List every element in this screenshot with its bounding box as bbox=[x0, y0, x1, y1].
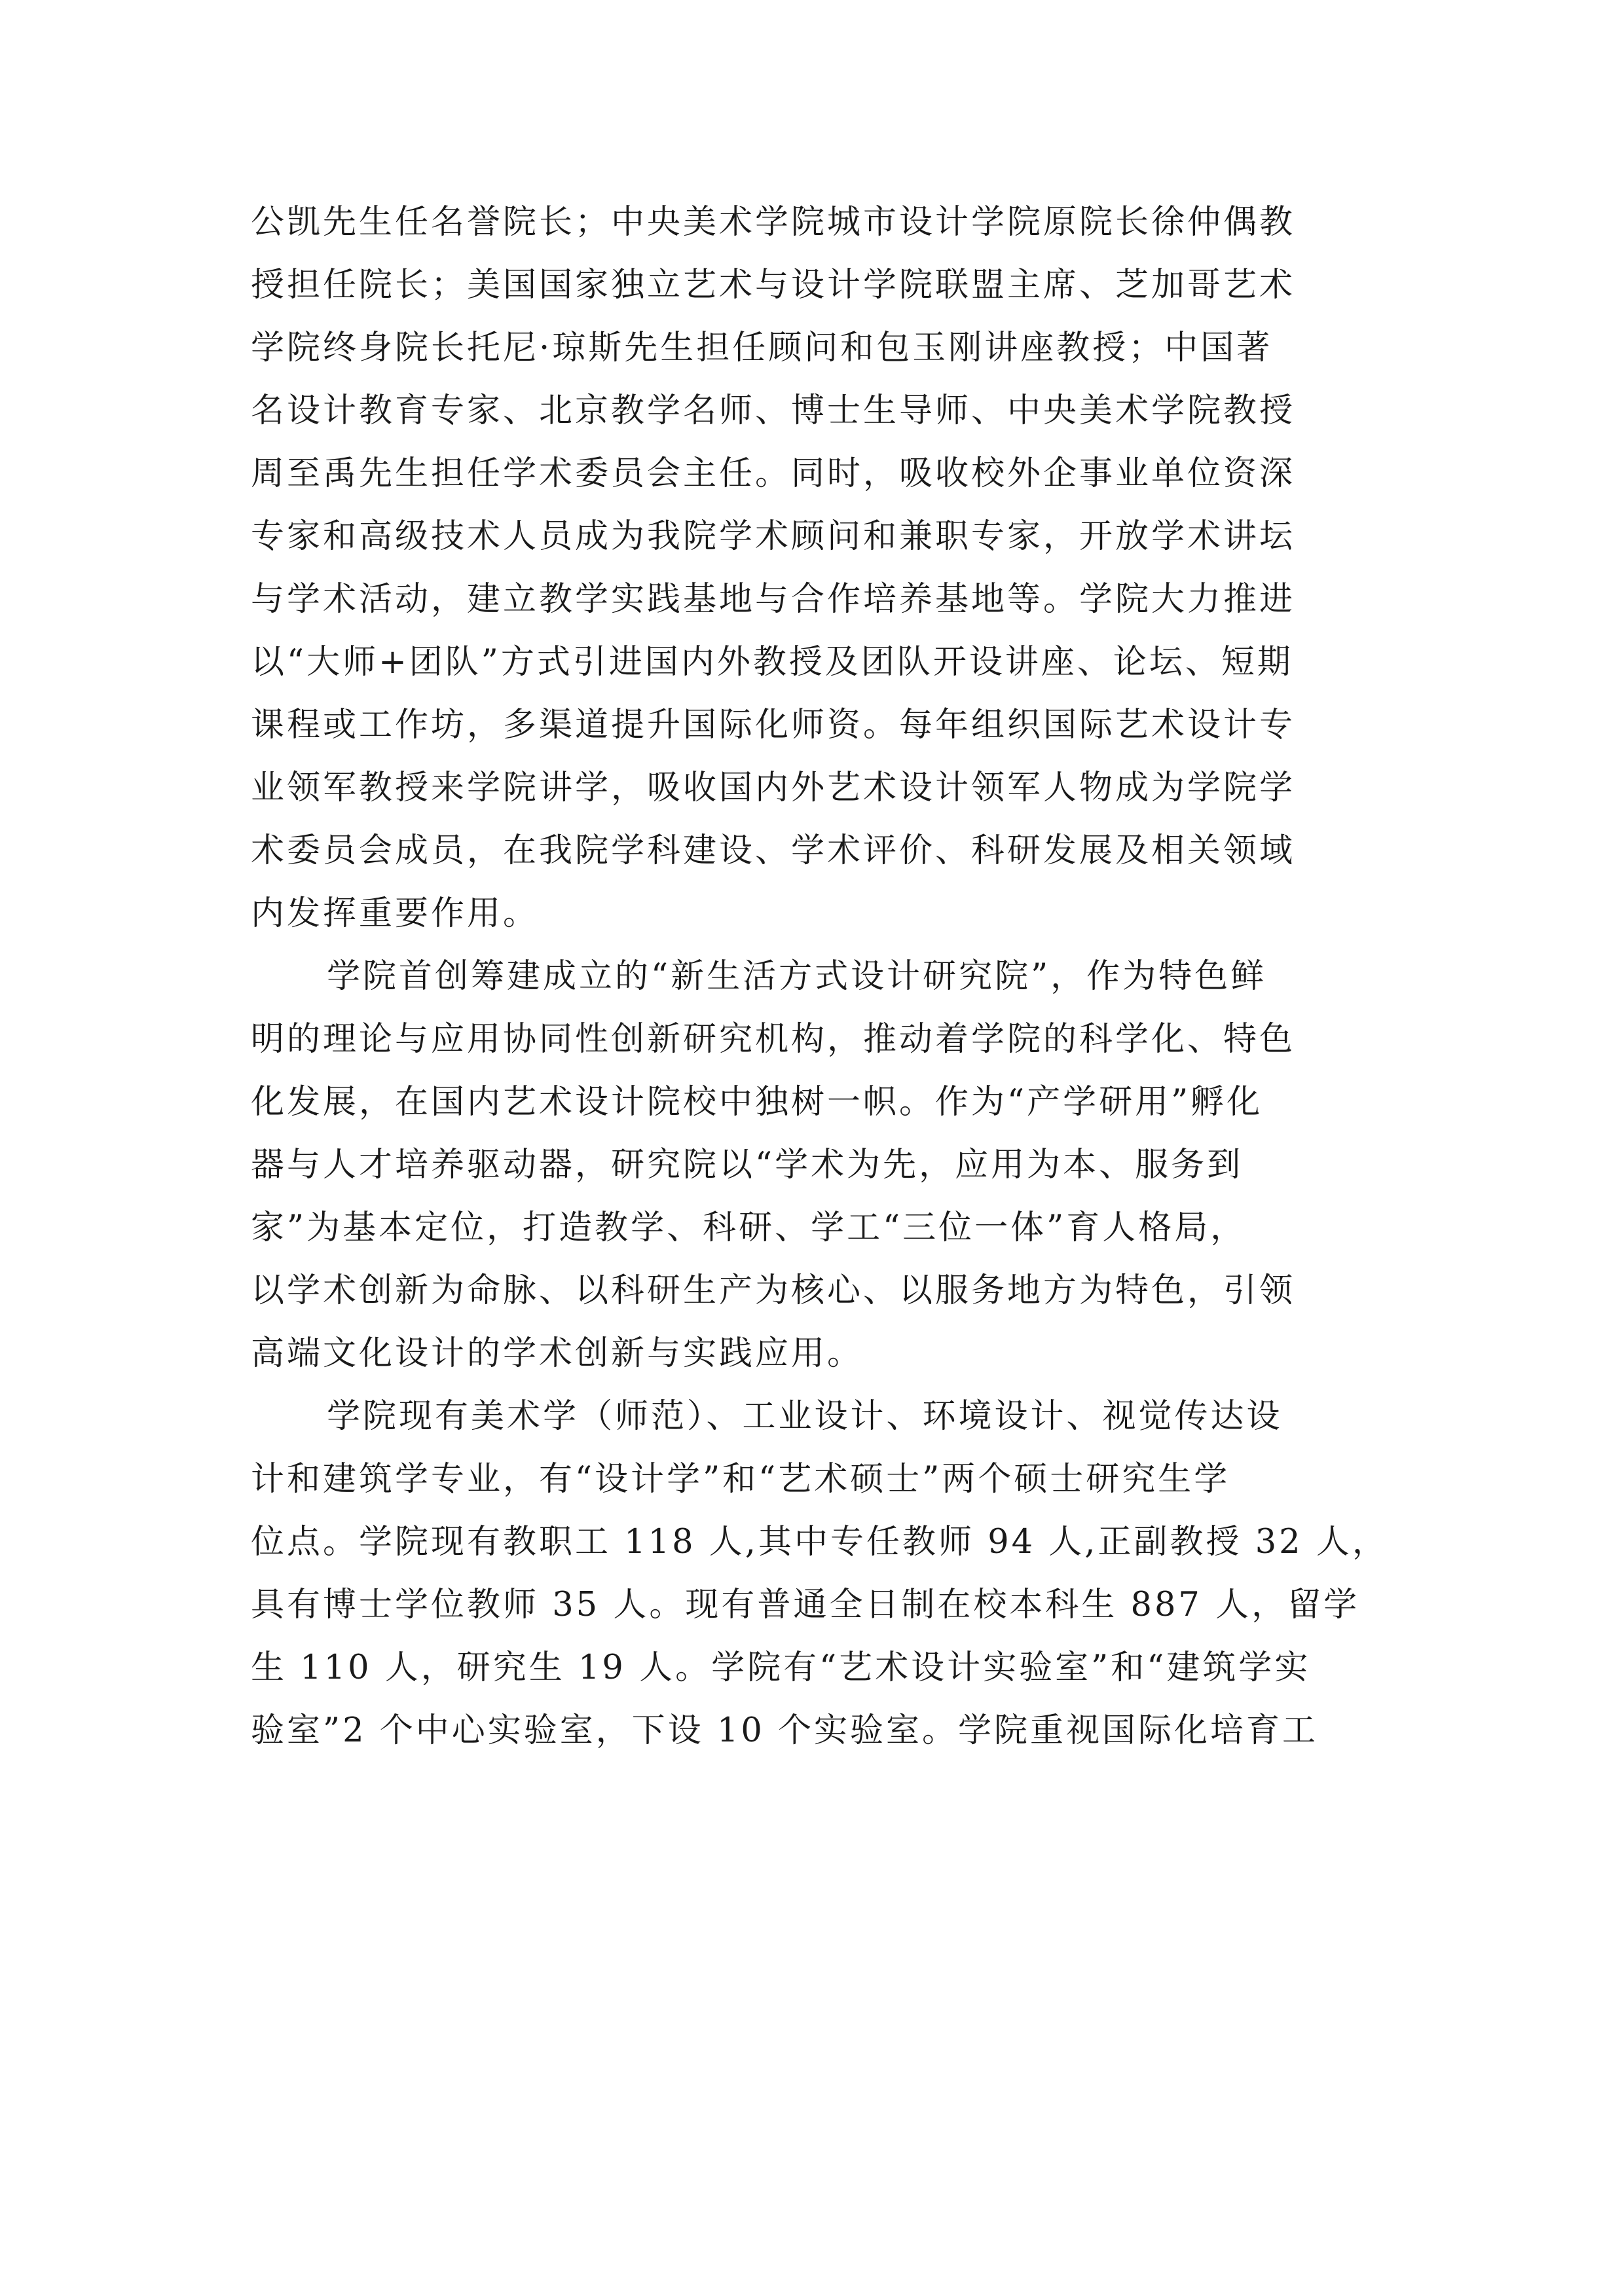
text-line: 以“大师+团队”方式引进国内外教授及团队开设讲座、论坛、短期 bbox=[251, 643, 1293, 682]
text-line: 周至禹先生担任学术委员会主任。同时，吸收校外企事业单位资深 bbox=[251, 454, 1296, 493]
text-line: 高端文化设计的学术创新与实践应用。 bbox=[251, 1334, 864, 1373]
text-line: 业领军教授来学院讲学，吸收国内外艺术设计领军人物成为学院学 bbox=[251, 769, 1296, 807]
text-line: 学院首创筹建成立的“新生活方式设计研究院”，作为特色鲜 bbox=[327, 957, 1267, 996]
text-line: 计和建筑学专业，有“设计学”和“艺术硕士”两个硕士研究生学 bbox=[251, 1460, 1230, 1499]
text-line: 家”为基本定位，打造教学、科研、学工“三位一体”育人格局， bbox=[251, 1209, 1247, 1247]
body-text bbox=[251, 191, 1388, 1762]
text-line: 与学术活动，建立教学实践基地与合作培养基地等。学院大力推进 bbox=[251, 580, 1296, 619]
paragraph-2 bbox=[251, 945, 1385, 1385]
text-line: 专家和高级技术人员成为我院学术顾问和兼职专家，开放学术讲坛 bbox=[251, 517, 1296, 556]
text-line: 学院现有美术学（师范）、工业设计、环境设计、视觉传达设 bbox=[327, 1397, 1283, 1436]
paragraph-1 bbox=[251, 191, 1385, 945]
paragraph-3 bbox=[251, 1385, 1388, 1762]
text-line: 术委员会成员，在我院学科建设、学术评价、科研发展及相关领域 bbox=[251, 831, 1296, 870]
text-line: 明的理论与应用协同性创新研究机构，推动着学院的科学化、特色 bbox=[251, 1020, 1296, 1059]
text-line: 内发挥重要作用。 bbox=[251, 894, 540, 933]
text-line: 验室”2 个中心实验室，下设 10 个实验室。学院重视国际化培育工 bbox=[251, 1711, 1319, 1750]
text-line: 化发展，在国内艺术设计院校中独树一帜。作为“产学研用”孵化 bbox=[251, 1083, 1263, 1121]
text-line: 名设计教育专家、北京教学名师、博士生导师、中央美术学院教授 bbox=[251, 392, 1296, 430]
text-line: 授担任院长；美国国家独立艺术与设计学院联盟主席、芝加哥艺术 bbox=[251, 266, 1296, 304]
text-line: 以学术创新为命脉、以科研生产为核心、以服务地方为特色，引领 bbox=[251, 1271, 1296, 1310]
text-line: 生 110 人，研究生 19 人。学院有“艺术设计实验室”和“建筑学实 bbox=[251, 1649, 1311, 1687]
text-line: 公凯先生任名誉院长；中央美术学院城市设计学院原院长徐仲偶教 bbox=[251, 203, 1296, 242]
text-line: 器与人才培养驱动器，研究院以“学术为先，应用为本、服务到 bbox=[251, 1146, 1244, 1184]
text-line: 学院终身院长托尼·琼斯先生担任顾问和包玉刚讲座教授；中国著 bbox=[251, 329, 1273, 367]
text-line: 课程或工作坊，多渠道提升国际化师资。每年组织国际艺术设计专 bbox=[251, 706, 1296, 744]
text-line: 位点。学院现有教职工 118 人,其中专任教师 94 人,正副教授 32 人， bbox=[251, 1523, 1388, 1561]
text-line: 具有博士学位教师 35 人。现有普通全日制在校本科生 887 人，留学 bbox=[251, 1586, 1360, 1624]
